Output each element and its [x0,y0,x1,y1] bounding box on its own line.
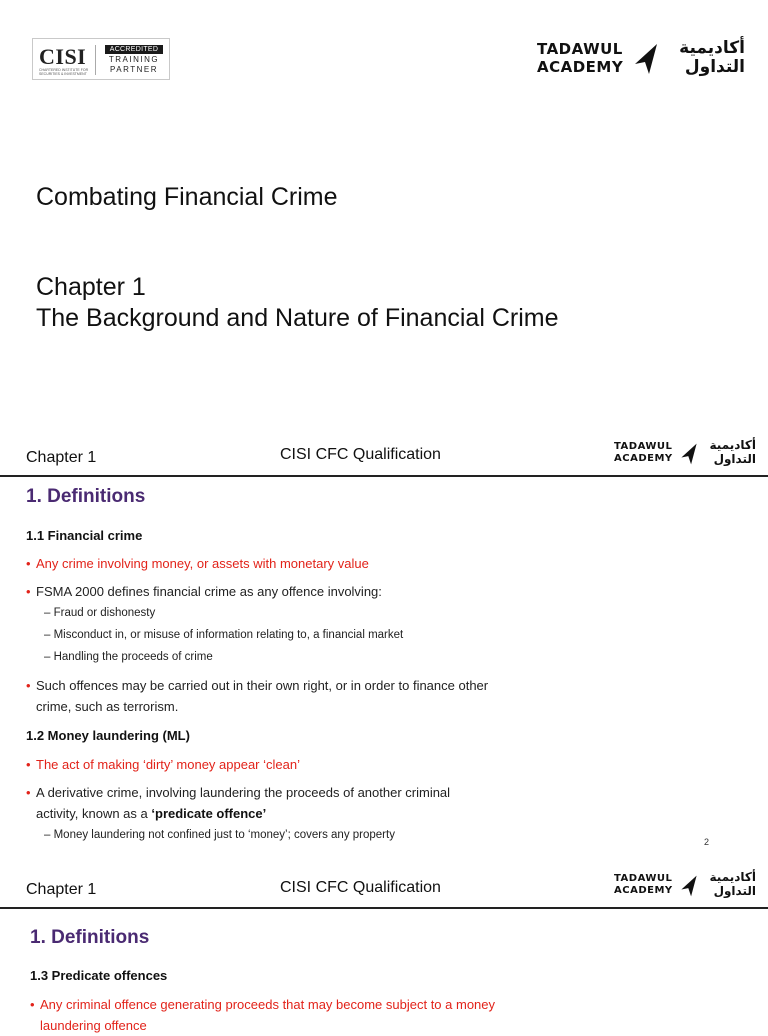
cisi-wordmark: CISI [39,44,87,69]
bullet-fsma-definition [26,581,556,602]
slide3-tadawul-logo [614,872,756,900]
sub-bullet-text: Misconduct in, or misuse of information relating to, a financial market [53,629,404,641]
slide3-chapter-label: Chapter 1 [26,881,97,898]
money-laundering-subheading: 1.2 Money laundering (ML) [26,728,190,743]
slide3-qualification-label: CISI CFC Qualification [280,879,441,896]
sub-bullet-misconduct: – Misconduct in, or misuse of information relating to, a financial market [44,629,404,641]
predicate-offences-subheading: 1.3 Predicate offences [30,968,168,983]
chapter-title: The Background and Nature of Financial Crime [36,304,559,332]
tadawul-logo-latin-line2: ACADEMY [537,58,624,76]
accredited-label: ACCREDITED [105,45,163,54]
sub-bullet-fraud: – Fraud or dishonesty [44,607,156,619]
course-title: Combating Financial Crime [36,183,338,211]
sub-bullet-property: – Money laundering not confined just to ‘money’; covers any property [44,829,395,841]
slide3-logo-arabic-line1: أكاديمية [709,870,756,884]
sub-bullet-text: Money laundering not confined just to ‘money’; covers any property [53,829,395,841]
bullet-text-line1: Any criminal offence generating proceeds that may become subject to a money [40,997,496,1012]
bullet-text: Any crime involving money, or assets with monetary value [36,556,369,571]
slide2-qualification-label: CISI CFC Qualification [280,446,441,463]
partner-label: PARTNER [110,65,158,74]
bullet-text-line2: crime, such as terrorism. [36,699,179,714]
page-number: 2 [704,837,710,847]
slide3-heading: 1. Definitions [30,927,150,948]
bullet-text-line1: Such offences may be carried out in their own right, or in order to finance other [36,678,489,693]
tadawul-arrow-icon [633,42,659,76]
slide2-logo-arabic-line1: أكاديمية [709,438,756,452]
slide2-logo-latin-line2: ACADEMY [614,453,673,464]
financial-crime-subheading: 1.1 Financial crime [26,528,143,543]
bullet-text-line1: A derivative crime, involving laundering the proceeds of another criminal [36,785,451,800]
slide2-heading: 1. Definitions [26,486,146,507]
bullet-offences-purpose [26,675,556,717]
predicate-offence-term: ‘predicate offence’ [151,806,267,821]
bullet-crime-definition [26,553,556,574]
sub-bullet-text: Fraud or dishonesty [53,607,156,619]
slide2-chapter-label: Chapter 1 [26,449,97,466]
slide2-logo-latin-line1: TADAWUL [614,441,673,452]
slide2-tadawul-arrow-icon [680,442,698,466]
bullet-text-line2: activity, known as a [36,806,148,821]
slide2-tadawul-logo [614,440,756,468]
bullet-dot: • [26,678,31,693]
bullet-dot: • [26,556,31,571]
slide3-logo-arabic-line2: التداول [713,884,756,898]
cisi-accredited-logo [32,38,170,80]
bullet-text: FSMA 2000 defines financial crime as any offence involving: [36,584,382,599]
slide2-header-rule [0,475,768,477]
tadawul-logo-arabic-line2: التداول [684,57,745,77]
bullet-ml-definition [26,754,556,775]
bullet-dot: • [26,584,31,599]
bullet-dot: • [26,757,31,772]
sub-bullet-text: Handling the proceeds of crime [53,651,213,663]
slide3-tadawul-arrow-icon [680,874,698,898]
slide3-logo-latin-line1: TADAWUL [614,873,673,884]
tadawul-academy-logo [537,40,745,78]
slide3-logo-latin-line2: ACADEMY [614,885,673,896]
bullet-dot: • [26,785,31,800]
slide3-header-rule [0,907,768,909]
cisi-logo-divider [95,45,96,75]
tadawul-logo-latin-line1: TADAWUL [537,40,623,58]
cisi-institute-text: CHARTERED INSTITUTE FOR SECURITIES & INVESTMENT [39,68,89,76]
bullet-predicate-definition [30,994,560,1036]
bullet-text-line2: laundering offence [40,1018,147,1033]
bullet-dot: • [30,997,35,1012]
training-label: TRAINING [108,55,160,64]
sub-bullet-proceeds: – Handling the proceeds of crime [44,651,213,663]
slide2-logo-arabic-line2: التداول [713,452,756,466]
tadawul-logo-arabic-line1: أكاديمية [679,38,745,58]
bullet-text: The act of making ‘dirty’ money appear ‘clean’ [36,757,300,772]
bullet-derivative-crime [26,782,556,824]
chapter-label: Chapter 1 [36,273,146,301]
